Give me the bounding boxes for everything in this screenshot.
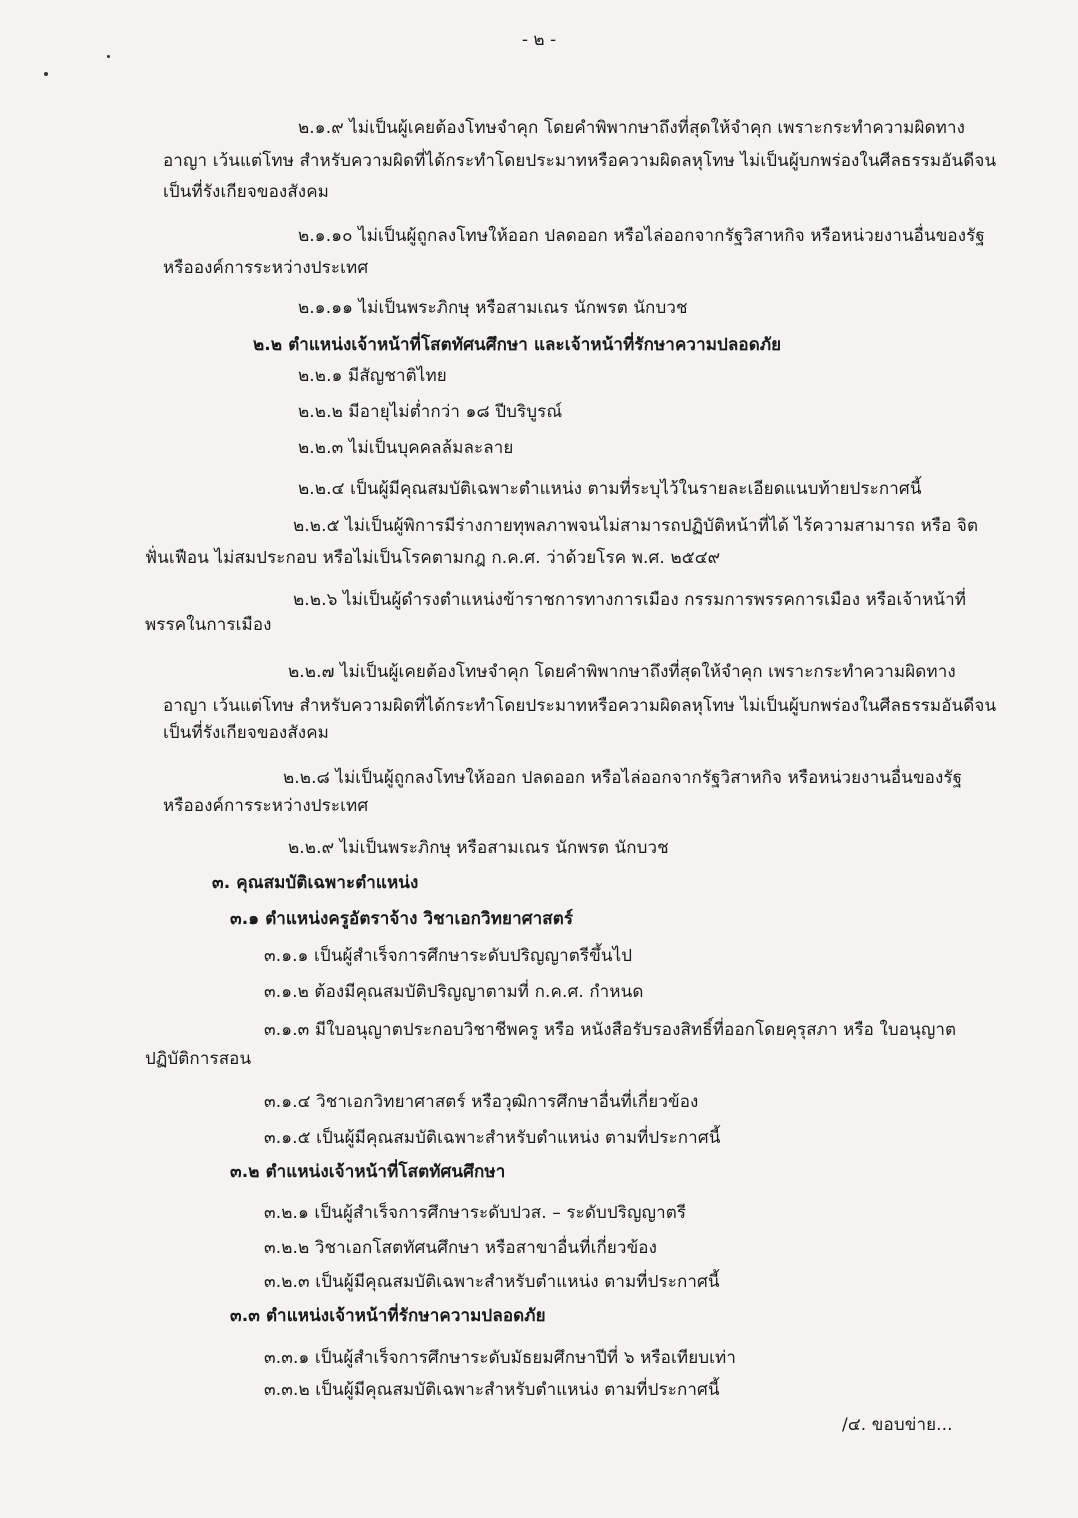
clause-2-2-6: ๒.๒.๖ ไม่เป็นผู้ดำรงตำแหน่งข้าราชการทางการเมือง กรรมการพรรคการเมือง หรือเจ้าหน้าที่ (293, 590, 967, 610)
section-2-2-heading: ๒.๒ ตำแหน่งเจ้าหน้าที่โสตทัศนศึกษา และเจ้าหน้าที่รักษาความปลอดภัย (253, 335, 782, 355)
clause-2-1-9-cont: เป็นที่รังเกียจของสังคม (163, 182, 329, 202)
clause-2-2-5: ๒.๒.๕ ไม่เป็นผู้พิการมีร่างกายทุพลภาพจนไม่สามารถปฏิบัติหน้าที่ได้ ไร้ความสามารถ หรือ จิต (293, 516, 979, 536)
clause-3-1-4: ๓.๑.๔ วิชาเอกวิทยาศาสตร์ หรือวุฒิการศึกษาอื่นที่เกี่ยวข้อง (264, 1092, 699, 1112)
clause-3-1-5: ๓.๑.๕ เป็นผู้มีคุณสมบัติเฉพาะสำหรับตำแหน่ง ตามที่ประกาศนี้ (264, 1128, 721, 1148)
clause-3-1-1: ๓.๑.๑ เป็นผู้สำเร็จการศึกษาระดับปริญญาตรีขึ้นไป (264, 946, 633, 966)
clause-2-1-10: ๒.๑.๑๐ ไม่เป็นผู้ถูกลงโทษให้ออก ปลดออก หรือไล่ออกจากรัฐวิสาหกิจ หรือหน่วยงานอื่นของรัฐ (298, 226, 985, 246)
clause-2-2-6-cont: พรรคในการเมือง (145, 615, 272, 635)
section-3-3-heading: ๓.๓ ตำแหน่งเจ้าหน้าที่รักษาความปลอดภัย (230, 1306, 546, 1326)
clause-3-3-2: ๓.๓.๒ เป็นผู้มีคุณสมบัติเฉพาะสำหรับตำแหน่ง ตามที่ประกาศนี้ (264, 1380, 720, 1400)
clause-3-2-2: ๓.๒.๒ วิชาเอกโสตทัศนศึกษา หรือสาขาอื่นที่เกี่ยวข้อง (264, 1238, 658, 1258)
clause-2-2-8: ๒.๒.๘ ไม่เป็นผู้ถูกลงโทษให้ออก ปลดออก หรือไล่ออกจากรัฐวิสาหกิจ หรือหน่วยงานอื่นของรัฐ (283, 768, 963, 788)
clause-3-2-1: ๓.๒.๑ เป็นผู้สำเร็จการศึกษาระดับปวส. – ระดับปริญญาตรี (264, 1203, 687, 1223)
section-3-2-heading: ๓.๒ ตำแหน่งเจ้าหน้าที่โสตทัศนศึกษา (230, 1162, 506, 1182)
clause-2-2-9: ๒.๒.๙ ไม่เป็นพระภิกษุ หรือสามเณร นักพรต นักบวช (288, 838, 669, 858)
clause-2-2-3: ๒.๒.๓ ไม่เป็นบุคคลล้มละลาย (298, 438, 514, 458)
clause-2-2-7: ๒.๒.๗ ไม่เป็นผู้เคยต้องโทษจำคุก โดยคำพิพากษาถึงที่สุดให้จำคุก เพราะกระทำความผิดทาง (288, 662, 956, 682)
clause-2-2-5-cont: ฟั่นเฟือน ไม่สมประกอบ หรือไม่เป็นโรคตามกฎ ก.ค.ศ. ว่าด้วยโรค พ.ศ. ๒๕๔๙ (145, 548, 721, 568)
clause-2-1-9: ๒.๑.๙ ไม่เป็นผู้เคยต้องโทษจำคุก โดยคำพิพากษาถึงที่สุดให้จำคุก เพราะกระทำความผิดทาง (298, 118, 966, 138)
clause-2-2-2: ๒.๒.๒ มีอายุไม่ต่ำกว่า ๑๘ ปีบริบูรณ์ (298, 402, 563, 422)
section-3-1-heading: ๓.๑ ตำแหน่งครูอัตราจ้าง วิชาเอกวิทยาศาสตร์ (230, 909, 574, 929)
clause-3-3-1: ๓.๓.๑ เป็นผู้สำเร็จการศึกษาระดับมัธยมศึกษาปีที่ ๖ หรือเทียบเท่า (264, 1348, 737, 1368)
clause-3-1-2: ๓.๑.๒ ต้องมีคุณสมบัติปริญญาตามที่ ก.ค.ศ. กำหนด (264, 982, 644, 1002)
clause-3-1-3: ๓.๑.๓ มีใบอนุญาตประกอบวิชาชีพครู หรือ หนังสือรับรองสิทธิ์ที่ออกโดยคุรุสภา หรือ ใบอนุญาต (264, 1020, 957, 1040)
section-3-heading: ๓. คุณสมบัติเฉพาะตำแหน่ง (212, 873, 419, 893)
page-number: - ๒ - (521, 30, 557, 50)
scan-speck (107, 55, 110, 58)
clause-3-1-3-cont: ปฏิบัติการสอน (145, 1049, 252, 1069)
clause-2-2-7-cont: เป็นที่รังเกียจของสังคม (163, 723, 329, 743)
clause-2-2-4: ๒.๒.๔ เป็นผู้มีคุณสมบัติเฉพาะตำแหน่ง ตามที่ระบุไว้ในรายละเอียดแนบท้ายประกาศนี้ (298, 479, 922, 499)
next-page-marker: /๔. ขอบข่าย... (842, 1415, 953, 1435)
clause-2-1-9-cont: อาญา เว้นแต่โทษ สำหรับความผิดที่ได้กระทำโดยประมาทหรือความผิดลหุโทษ ไม่เป็นผู้บกพร่องในศีลธรรมอันดีจน (163, 151, 997, 171)
clause-2-2-1: ๒.๒.๑ มีสัญชาติไทย (298, 366, 447, 386)
clause-2-1-10-cont: หรือองค์การระหว่างประเทศ (163, 258, 369, 278)
clause-2-2-8-cont: หรือองค์การระหว่างประเทศ (163, 796, 369, 816)
clause-2-2-7-cont: อาญา เว้นแต่โทษ สำหรับความผิดที่ได้กระทำโดยประมาทหรือความผิดลหุโทษ ไม่เป็นผู้บกพร่องในศีลธรรมอันดีจน (163, 696, 997, 716)
scan-speck (44, 72, 48, 76)
clause-2-1-11: ๒.๑.๑๑ ไม่เป็นพระภิกษุ หรือสามเณร นักพรต นักบวช (298, 298, 688, 318)
clause-3-2-3: ๓.๒.๓ เป็นผู้มีคุณสมบัติเฉพาะสำหรับตำแหน่ง ตามที่ประกาศนี้ (264, 1272, 720, 1292)
